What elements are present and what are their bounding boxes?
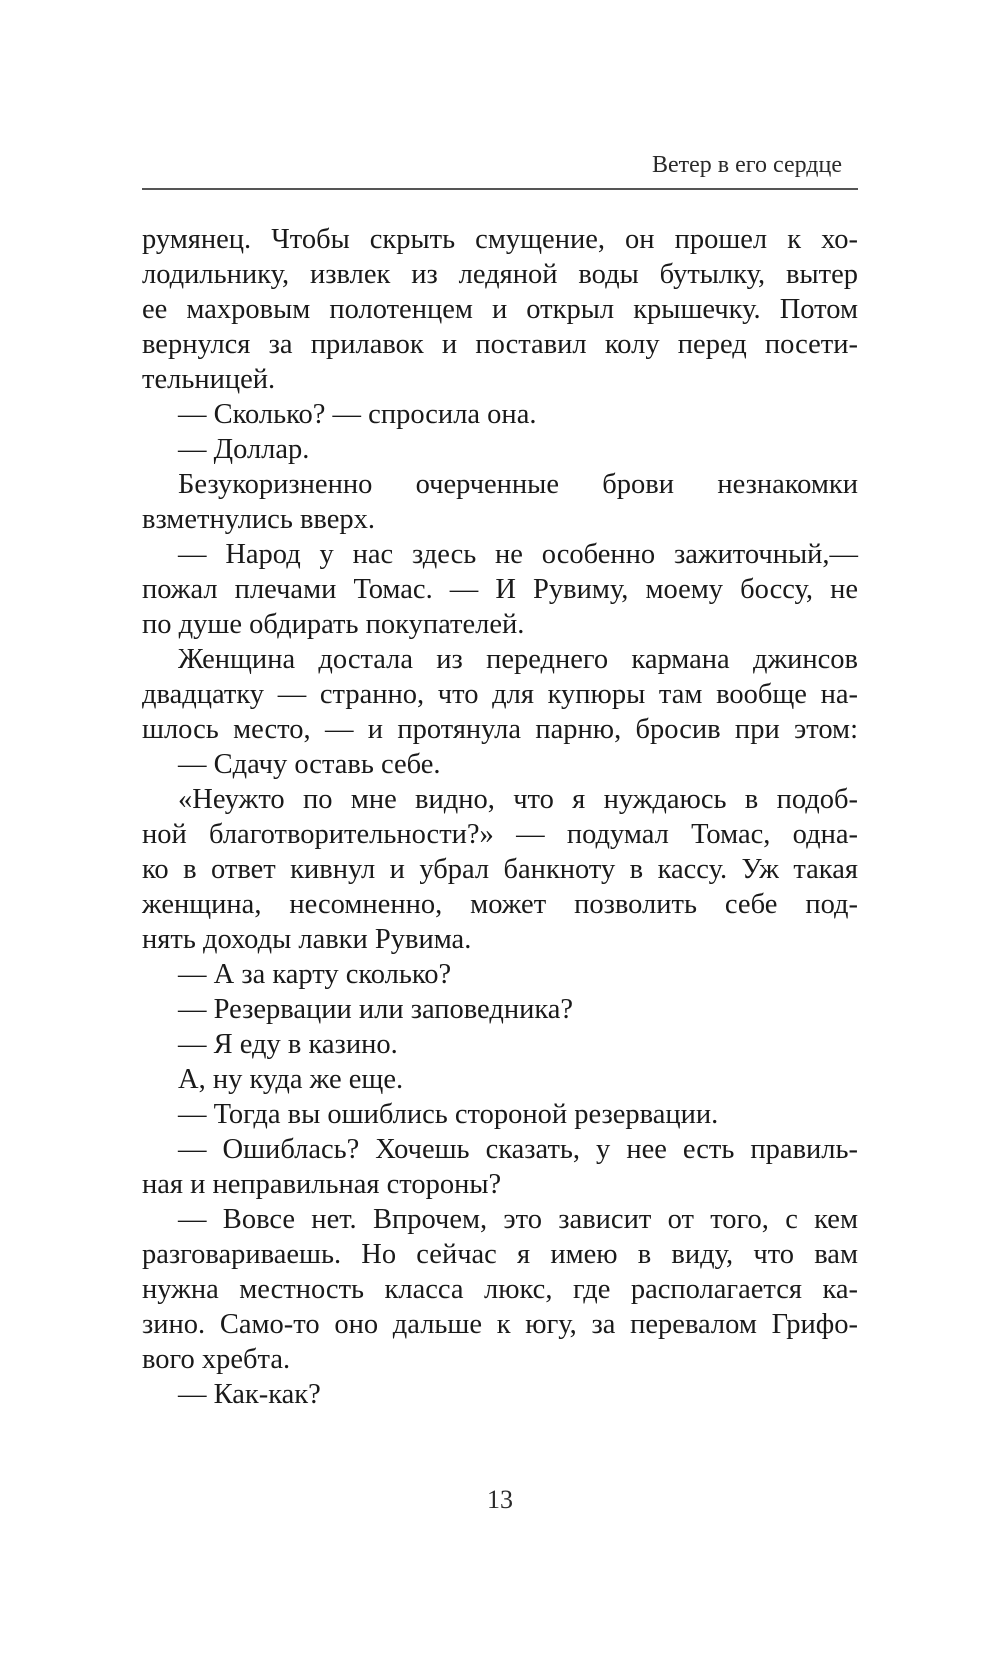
text-line: Безукоризненно очерченные брови незнакомки bbox=[178, 469, 858, 500]
page-number: 13 bbox=[487, 1485, 513, 1514]
text-line: «Неужто по мне видно, что я нуждаюсь в подоб- bbox=[178, 784, 858, 815]
text-line: ее махровым полотенцем и открыл крышечку. Потом bbox=[142, 294, 858, 325]
text-line: — Сколько? — спросила она. bbox=[178, 399, 537, 430]
text-line: тельницей. bbox=[142, 364, 276, 395]
header-rule bbox=[142, 188, 858, 190]
text-line: — Тогда вы ошиблись стороной резервации. bbox=[178, 1099, 719, 1130]
text-line: — Я еду в казино. bbox=[178, 1029, 398, 1060]
text-line: пожал плечами Томас. — И Рувиму, моему боссу, не bbox=[142, 574, 858, 605]
text-line: — Доллар. bbox=[178, 434, 310, 465]
text-line: — Как-как? bbox=[178, 1379, 321, 1410]
text-line: — Резервации или заповедника? bbox=[178, 994, 574, 1025]
text-line: двадцатку — странно, что для купюры там вообще на- bbox=[142, 679, 858, 710]
text-line: — Народ у нас здесь не особенно зажиточный,— bbox=[178, 539, 858, 570]
text-line: лодильнику, извлек из ледяной воды бутылку, вытер bbox=[142, 259, 858, 290]
text-line: — Вовсе нет. Впрочем, это зависит от того, с кем bbox=[178, 1204, 858, 1235]
text-line: по душе обдирать покупателей. bbox=[142, 609, 525, 640]
text-line: вернулся за прилавок и поставил колу перед посети- bbox=[142, 329, 858, 360]
text-line: ная и неправильная стороны? bbox=[142, 1169, 502, 1200]
text-line: взметнулись вверх. bbox=[142, 504, 375, 535]
text-line: А, ну куда же еще. bbox=[178, 1064, 404, 1095]
text-line: — Ошиблась? Хочешь сказать, у нее есть правиль- bbox=[178, 1134, 858, 1165]
running-header-title: Ветер в его сердце bbox=[651, 152, 842, 178]
text-line: — А за карту сколько? bbox=[178, 959, 452, 990]
text-line: ной благотворительности?» — подумал Томас, одна- bbox=[142, 819, 858, 850]
text-line: Женщина достала из переднего кармана джинсов bbox=[178, 644, 858, 675]
text-line: нужна местность класса люкс, где располагается ка- bbox=[142, 1274, 858, 1305]
text-line: румянец. Чтобы скрыть смущение, он прошел к хо- bbox=[142, 224, 858, 255]
text-line: шлось место, — и протянула парню, бросив при этом: bbox=[142, 714, 858, 745]
text-line: — Сдачу оставь себе. bbox=[178, 749, 441, 780]
text-line: вого хребта. bbox=[142, 1344, 291, 1375]
text-line: разговариваешь. Но сейчас я имею в виду, что вам bbox=[142, 1239, 858, 1270]
body-text bbox=[142, 222, 858, 1412]
text-line: женщина, несомненно, может позволить себе под- bbox=[142, 889, 858, 920]
text-line: зино. Само-то оно дальше к югу, за перевалом Грифо- bbox=[142, 1309, 858, 1340]
text-line: ко в ответ кивнул и убрал банкноту в кассу. Уж такая bbox=[142, 854, 858, 885]
text-line: нять доходы лавки Рувима. bbox=[142, 924, 472, 955]
